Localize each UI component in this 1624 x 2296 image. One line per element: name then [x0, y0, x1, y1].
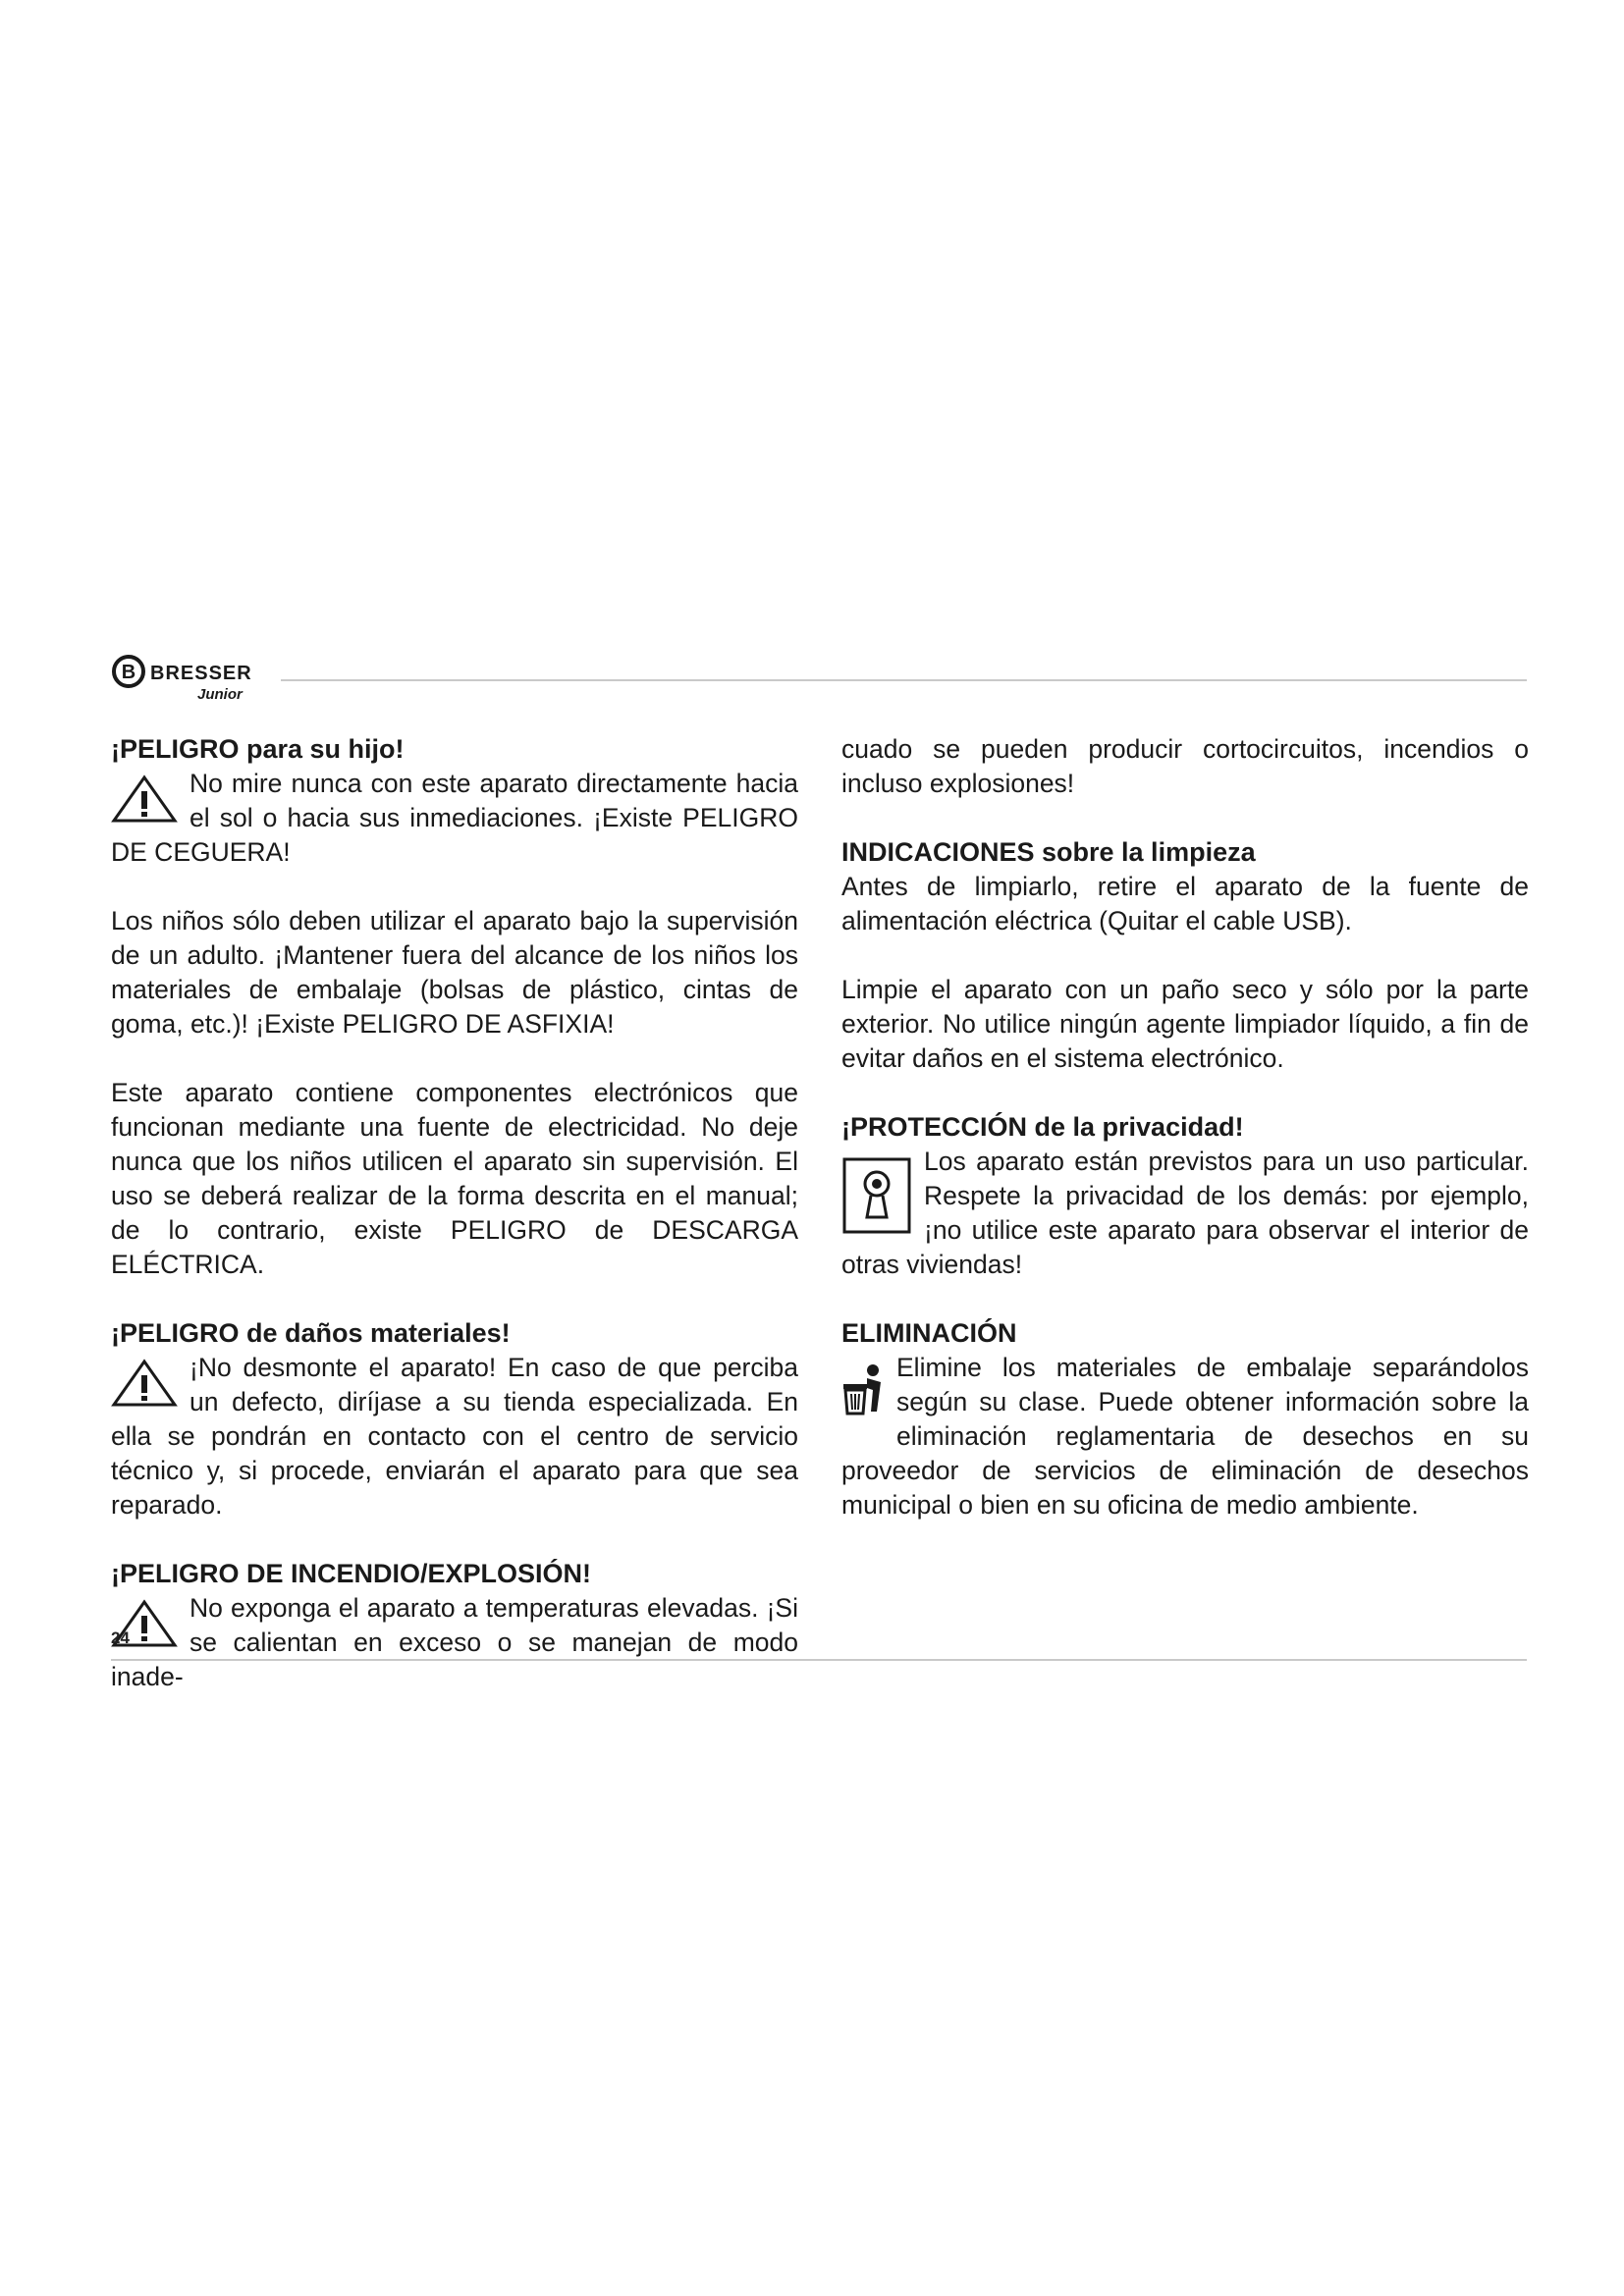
left-column: [111, 732, 798, 1694]
warning-paragraph: [111, 767, 798, 870]
brand-name: BRESSER: [150, 663, 252, 684]
header-divider: [281, 679, 1527, 681]
paragraph-text: ¡No desmonte el aparato! En caso de que perciba un defecto, diríjase a su tienda especializada. En ella se pondrán en contacto con el centro de servicio técnico y, si procede, enviarán el aparato para que sea reparado.: [111, 1353, 798, 1520]
section-heading-material-damage: ¡PELIGRO de daños materiales!: [111, 1318, 511, 1348]
paragraph-text: Elimine los materiales de embalaje separándolos según su clase. Puede obtener información sobre la eliminación reglamentaria de desechos en su proveedor de servicios de eliminación de desechos municipal o bien en su oficina de medio ambiente.: [841, 1353, 1529, 1520]
warning-paragraph: [111, 1591, 798, 1694]
bresser-junior-logo: [111, 652, 278, 707]
right-column: [841, 732, 1529, 1522]
paragraph-text: No mire nunca con este aparato directamente hacia el sol o hacia sus inmediaciones. ¡Existe PELIGRO DE CEGUERA!: [111, 769, 798, 867]
bresser-logo-icon: [111, 652, 278, 707]
section-heading-fire-explosion: ¡PELIGRO DE INCENDIO/EXPLOSIÓN!: [111, 1559, 592, 1588]
disposal-paragraph: [841, 1351, 1529, 1522]
privacy-paragraph: [841, 1145, 1529, 1282]
paragraph-supervision: Los niños sólo deben utilizar el aparato bajo la supervisión de un adulto. ¡Mantener fuera del alcance de los niños los materiales de embalaje (bolsas de plástico, cintas de goma, etc.)! ¡Existe PELIGRO DE ASFIXIA!: [111, 906, 798, 1039]
footer-divider: [111, 1659, 1527, 1661]
page-number: 24: [111, 1629, 130, 1647]
section-heading-disposal: ELIMINACIÓN: [841, 1318, 1017, 1348]
paragraph-continued: cuado se pueden producir cortocircuitos, incendios o incluso explosiones!: [841, 734, 1529, 798]
paragraph-cleaning-power: Antes de limpiarlo, retire el aparato de la fuente de alimentación eléctrica (Quitar el cable USB).: [841, 872, 1529, 935]
warning-triangle-icon: [111, 774, 178, 832]
section-heading-privacy: ¡PROTECCIÓN de la privacidad!: [841, 1112, 1244, 1142]
section-heading-child-danger: ¡PELIGRO para su hijo!: [111, 734, 405, 764]
sub-brand-name: Junior: [197, 686, 243, 703]
privacy-keyhole-icon: [841, 1152, 912, 1244]
paragraph-electric: Este aparato contiene componentes electrónicos que funcionan mediante una fuente de electricidad. No deje nunca que los niños utilicen el aparato sin supervisión. El uso se deberá realizar de la forma descrita en el manual; de lo contrario, existe PELIGRO de DESCARGA ELÉCTRICA.: [111, 1078, 798, 1279]
warning-paragraph: [111, 1351, 798, 1522]
paragraph-text: Los aparato están previstos para un uso particular. Respete la privacidad de los demás: por ejemplo, ¡no utilice este aparato para observar el interior de otras viviendas!: [841, 1147, 1529, 1279]
section-heading-cleaning: INDICACIONES sobre la limpieza: [841, 837, 1256, 867]
paragraph-cleaning-method: Limpie el aparato con un paño seco y sólo por la parte exterior. No utilice ningún agente limpiador líquido, a fin de evitar daños en el sistema electrónico.: [841, 975, 1529, 1073]
trash-bin-icon: [841, 1359, 885, 1424]
warning-triangle-icon: [111, 1359, 178, 1416]
paragraph-text: No exponga el aparato a temperaturas elevadas. ¡Si se calientan en exceso o se manejan de modo inade-: [111, 1593, 798, 1691]
svg-text:B: B: [121, 662, 136, 683]
